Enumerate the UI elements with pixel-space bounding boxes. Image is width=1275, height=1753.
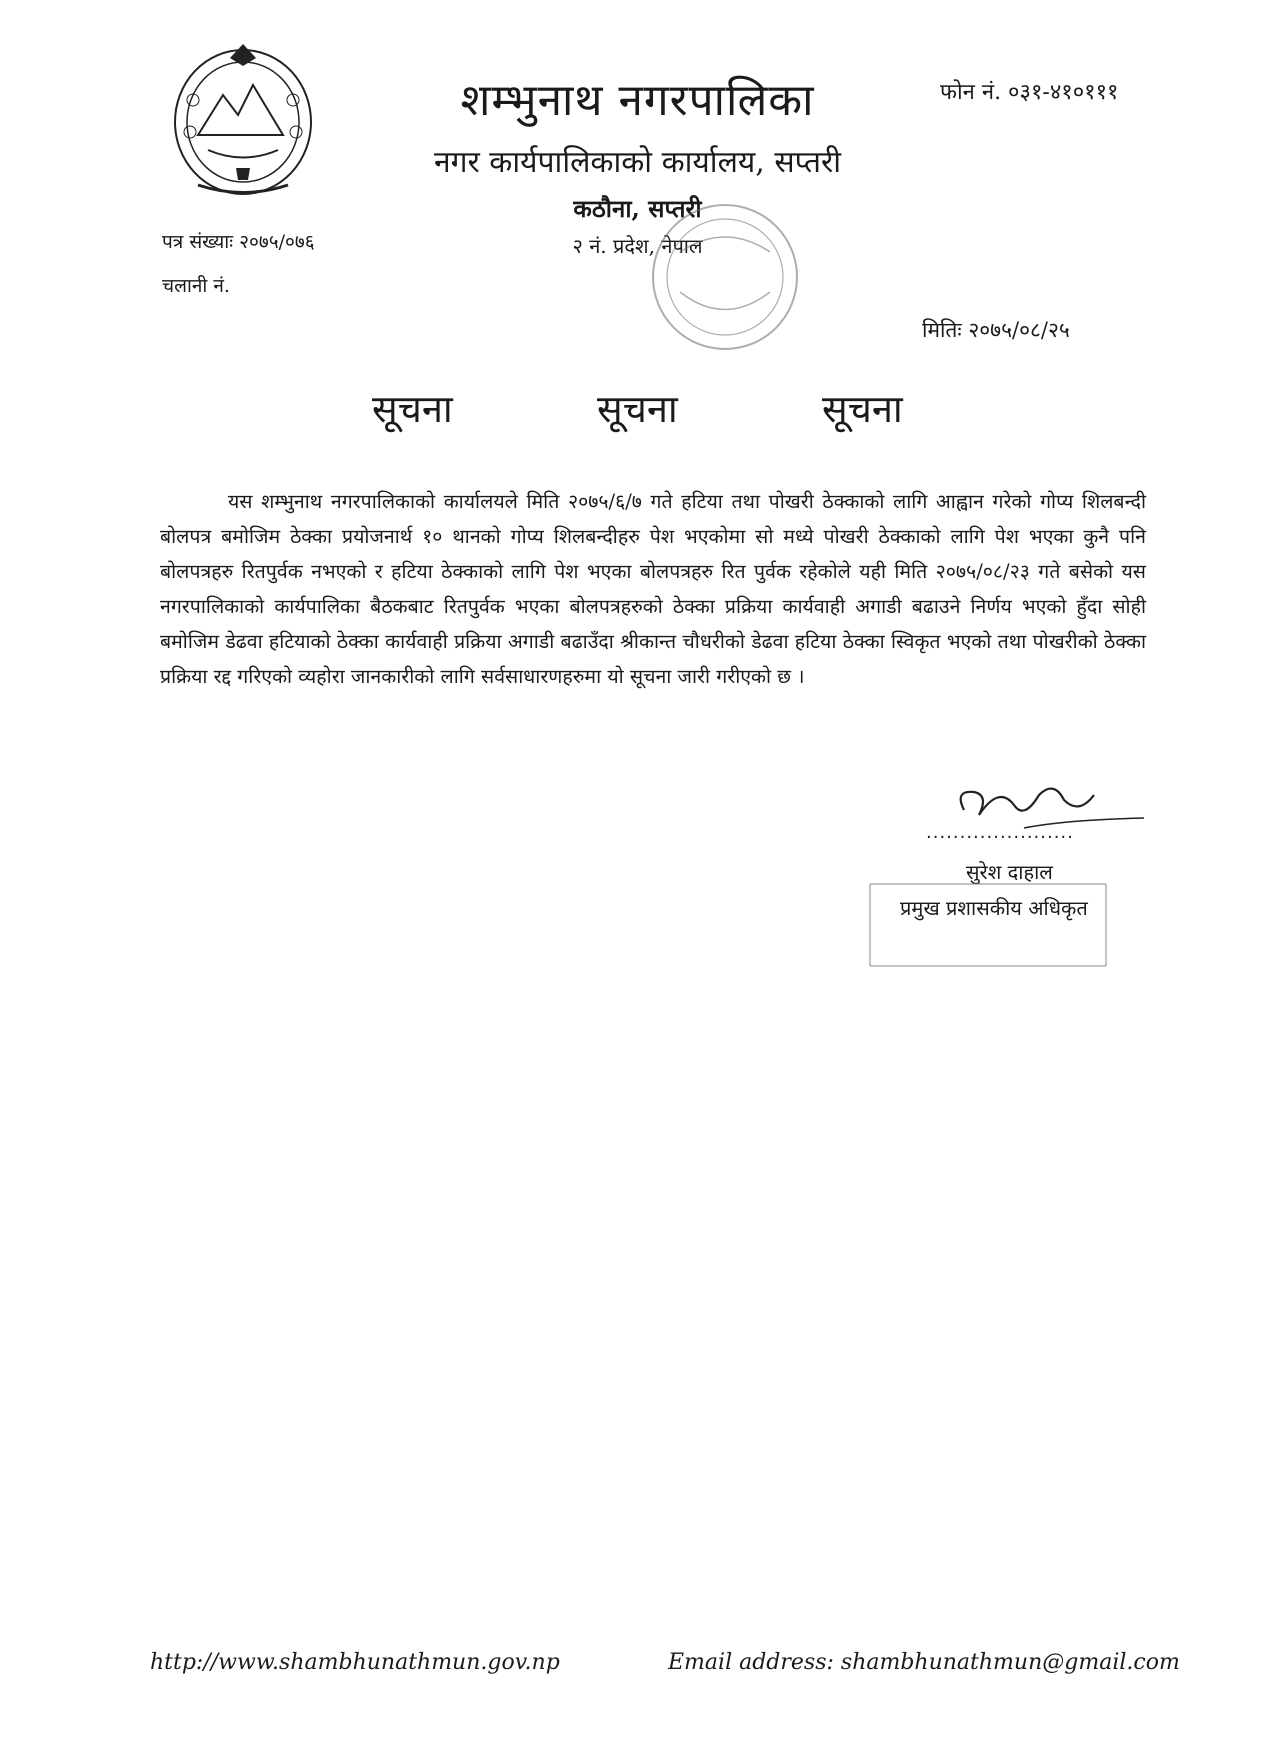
signature-stamp-icon (868, 862, 1108, 972)
footer-website-link[interactable]: http://www.shambhunathmun.gov.np (150, 1650, 560, 1675)
notice-heading: सूचना (822, 387, 903, 431)
municipality-title: शम्भुनाथ नगरपालिका (460, 75, 815, 126)
signatory-title: प्रमुख प्रशासकीय अधिकृत (900, 896, 1088, 920)
dispatch-number: चलानी नं. (162, 275, 230, 297)
notice-body (160, 484, 1146, 694)
footer-email[interactable]: Email address: shambhunathmun@gmail.com (668, 1650, 1180, 1675)
office-location: कठौना, सप्तरी (573, 194, 702, 223)
signature-line: ...................... (926, 822, 1074, 843)
signatory-name: सुरेश दाहाल (966, 860, 1053, 884)
office-stamp-icon (630, 192, 810, 362)
notice-heading: सूचना (372, 387, 453, 431)
notice-heading: सूचना (597, 387, 678, 431)
letter-date: मितिः २०७५/०८/२५ (922, 318, 1070, 342)
notice-body-text: यस शम्भुनाथ नगरपालिकाको कार्यालयले मिति २०७५/६/७ गते हटिया तथा पोखरी ठेक्काको लागि आह्वान गरेको गोप्य शिलबन्दी बोलपत्र बमोजिम ठेक्का प्रयोजनार्थ १० थानको गोप्य शिलबन्दीहरु पेश भएकोमा सो मध्ये पोखरी ठेक्काको लागि पेश भएका कुनै पनि बोलपत्रहरु रितपुर्वक नभएको र हटिया ठेक्काको लागि पेश भएका बोलपत्रहरु रित पुर्वक रहेकोले यही मिति २०७५/०८/२३ गते बसेको यस नगरपालिकाको कार्यपालिका बैठकबाट रितपुर्वक भएका बोलपत्रहरुको ठेक्का प्रक्रिया कार्यवाही अगाडी बढाउने निर्णय भएको हुँदा सोही बमोजिम डेढवा हटियाको ठेक्का कार्यवाही प्रक्रिया अगाडी बढाउँदा श्रीकान्त चौधरीको डेढवा हटिया ठेक्का स्विकृत भएको तथा पोखरीको ठेक्का प्रक्रिया रद्द गरिएको व्यहोरा जानकारीको लागि सर्वसाधारणहरुमा यो सूचना जारी गरीएको छ । (160, 490, 1146, 688)
phone-number: फोन नं. ०३१-४१०१११ (940, 80, 1119, 105)
office-title: नगर कार्यपालिकाको कार्यालय, सप्तरी (433, 145, 842, 180)
office-province: २ नं. प्रदेश, नेपाल (572, 234, 703, 258)
letter-number: पत्र संख्याः २०७५/०७६ (162, 231, 315, 253)
